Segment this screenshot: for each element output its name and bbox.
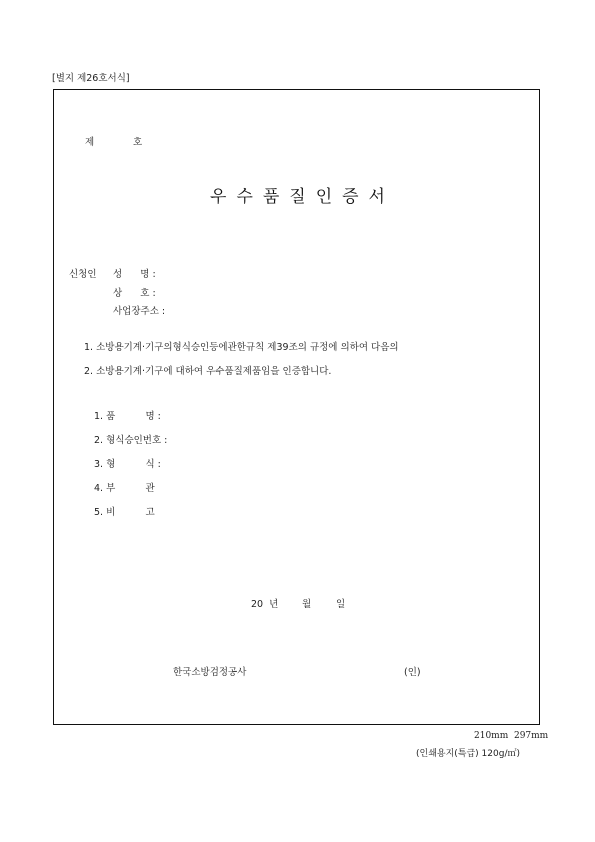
date-year: 20 년 xyxy=(251,599,279,610)
applicant-address-label: 사업장주소 : xyxy=(113,306,166,317)
paper-size: 210mm 297mm xyxy=(474,731,549,741)
applicant-trade-label: 상 호 : xyxy=(113,288,156,299)
seal-mark: (인) xyxy=(404,667,421,678)
applicant-name-label: 성 명 : xyxy=(113,269,156,280)
number-prefix: 제 xyxy=(85,137,95,148)
item-approval-number: 2. 형식승인번호 : xyxy=(94,435,168,446)
item-remarks: 5. 비 고 xyxy=(94,507,155,518)
statement-2: 2. 소방용기계·기구에 대하여 우수품질제품임을 인증합니다. xyxy=(84,366,332,377)
date-day: 일 xyxy=(336,599,346,610)
certificate-frame xyxy=(53,89,540,725)
form-label: [별지 제26호서식] xyxy=(52,73,130,84)
statement-1: 1. 소방용기계·기구의형식승인등에관한규칙 제39조의 규정에 의하여 다음의 xyxy=(84,342,399,353)
item-model: 3. 형 식 : xyxy=(94,459,161,470)
date-month: 월 xyxy=(302,599,312,610)
paper-note: (인쇄용지(특급) 120g/㎡) xyxy=(416,749,520,759)
item-product-name: 1. 품 명 : xyxy=(94,411,161,422)
number-suffix: 호 xyxy=(133,137,143,148)
applicant-label: 신청인 xyxy=(69,269,97,280)
page-title: 우수품질인증서 xyxy=(210,187,395,207)
item-attachment: 4. 부 관 xyxy=(94,483,155,494)
issuer-name: 한국소방검정공사 xyxy=(173,667,247,678)
